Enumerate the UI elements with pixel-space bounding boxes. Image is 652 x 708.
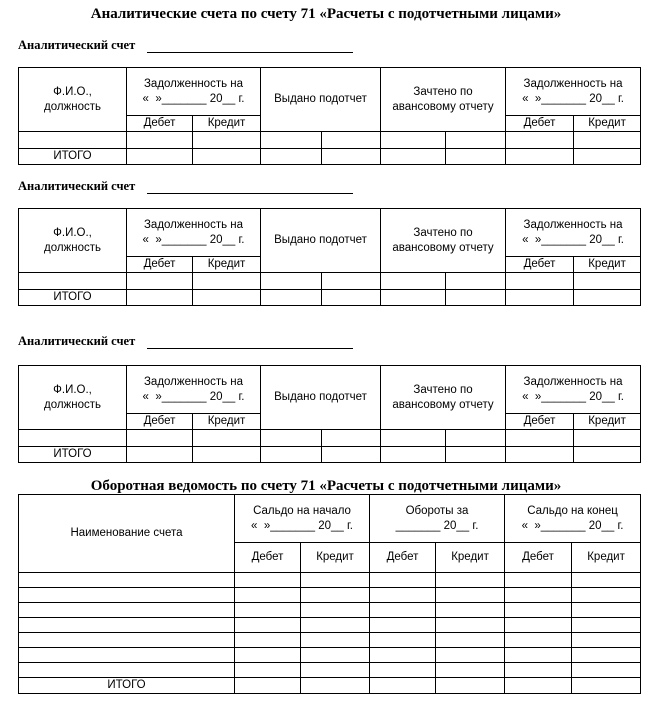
empty-cell: [301, 648, 370, 663]
analytic-account-label: Аналитический счет: [18, 334, 136, 348]
debt-end-debit: Дебет: [506, 257, 574, 273]
col-issued: Выдано подотчет: [261, 366, 381, 430]
empty-cell: [301, 663, 370, 678]
turnover-credit: Кредит: [436, 543, 505, 573]
empty-cell: [436, 663, 505, 678]
analytic-account-label: Аналитический счет: [18, 38, 136, 52]
col-debt-start: Задолженность на « »_______ 20__ г.: [127, 68, 261, 116]
debt-end-credit: Кредит: [574, 257, 641, 273]
turnover-row: [19, 573, 641, 588]
col-turnover: Обороты за _______ 20__ г.: [370, 495, 505, 543]
analytic-account-blank-line: [147, 52, 353, 53]
empty-cell: [19, 588, 235, 603]
empty-cell: [19, 603, 235, 618]
total-cell: [261, 447, 322, 463]
empty-cell: [436, 588, 505, 603]
empty-cell: [574, 273, 641, 290]
empty-cell: [381, 273, 446, 290]
total-cell: [261, 149, 322, 165]
empty-cell: [572, 633, 641, 648]
debt-end-credit: Кредит: [574, 414, 641, 430]
empty-cell: [572, 588, 641, 603]
col-debt-start: Задолженность на « »_______ 20__ г.: [127, 366, 261, 414]
total-cell: [506, 290, 574, 306]
total-cell: [127, 447, 193, 463]
empty-cell: [235, 648, 301, 663]
turnover-total-cell: [301, 678, 370, 694]
total-cell: [574, 149, 641, 165]
empty-cell: [261, 132, 322, 149]
empty-cell: [370, 633, 436, 648]
total-label: ИТОГО: [19, 290, 127, 306]
empty-cell: [574, 132, 641, 149]
empty-cell: [572, 603, 641, 618]
opening-credit: Кредит: [301, 543, 370, 573]
turnover-title: Оборотная ведомость по счету 71 «Расчеты с подотчетными лицами»: [90, 478, 562, 494]
turnover-row: [19, 603, 641, 618]
col-person: Ф.И.О., должность: [19, 68, 127, 132]
debt-start-debit: Дебет: [127, 116, 193, 132]
closing-credit: Кредит: [572, 543, 641, 573]
empty-cell: [572, 663, 641, 678]
col-debt-end: Задолженность на « »_______ 20__ г.: [506, 366, 641, 414]
total-cell: [506, 447, 574, 463]
empty-cell: [301, 633, 370, 648]
total-cell: [322, 290, 381, 306]
empty-cell: [235, 618, 301, 633]
empty-cell: [370, 573, 436, 588]
empty-cell: [505, 633, 572, 648]
empty-cell: [436, 633, 505, 648]
empty-cell: [370, 618, 436, 633]
empty-cell: [19, 663, 235, 678]
col-opening-balance: Сальдо на начало « »_______ 20__ г.: [235, 495, 370, 543]
col-debt-end: Задолженность на « »_______ 20__ г.: [506, 68, 641, 116]
empty-cell: [193, 430, 261, 447]
total-cell: [322, 447, 381, 463]
total-cell: [446, 447, 506, 463]
empty-cell: [505, 573, 572, 588]
empty-cell: [506, 273, 574, 290]
empty-cell: [127, 430, 193, 447]
empty-cell: [370, 603, 436, 618]
turnover-row: [19, 588, 641, 603]
empty-cell: [235, 588, 301, 603]
empty-cell: [261, 430, 322, 447]
total-cell: [574, 447, 641, 463]
empty-cell: [436, 573, 505, 588]
col-account-name: Наименование счета: [19, 495, 235, 573]
analytic-account-blank-line: [147, 193, 353, 194]
turnover-row: [19, 648, 641, 663]
empty-cell: [127, 273, 193, 290]
empty-cell: [446, 430, 506, 447]
col-person: Ф.И.О., должность: [19, 366, 127, 430]
empty-cell: [572, 648, 641, 663]
total-cell: [127, 290, 193, 306]
analytic-table: [18, 67, 641, 165]
total-cell: [127, 149, 193, 165]
empty-cell: [505, 588, 572, 603]
turnover-row: [19, 618, 641, 633]
debt-end-debit: Дебет: [506, 414, 574, 430]
empty-cell: [301, 573, 370, 588]
opening-debit: Дебет: [235, 543, 301, 573]
turnover-debit: Дебет: [370, 543, 436, 573]
total-cell: [381, 447, 446, 463]
empty-cell: [19, 573, 235, 588]
empty-cell: [19, 648, 235, 663]
turnover-total-cell: [572, 678, 641, 694]
empty-cell: [235, 603, 301, 618]
total-cell: [193, 149, 261, 165]
empty-cell: [436, 648, 505, 663]
empty-cell: [572, 618, 641, 633]
debt-end-credit: Кредит: [574, 116, 641, 132]
turnover-total-label: ИТОГО: [19, 678, 235, 694]
empty-cell: [322, 132, 381, 149]
empty-cell: [505, 663, 572, 678]
turnover-row: [19, 633, 641, 648]
debt-start-credit: Кредит: [193, 116, 261, 132]
empty-cell: [436, 618, 505, 633]
empty-cell: [370, 663, 436, 678]
empty-cell: [301, 588, 370, 603]
col-credited: Зачтено по авансовому отчету: [381, 209, 506, 273]
empty-cell: [19, 618, 235, 633]
col-debt-start: Задолженность на « »_______ 20__ г.: [127, 209, 261, 257]
closing-debit: Дебет: [505, 543, 572, 573]
turnover-total-cell: [436, 678, 505, 694]
analytic-table: [18, 365, 641, 463]
debt-start-debit: Дебет: [127, 257, 193, 273]
turnover-total-cell: [370, 678, 436, 694]
empty-cell: [322, 273, 381, 290]
col-closing-balance: Сальдо на конец « »_______ 20__ г.: [505, 495, 641, 543]
empty-cell: [235, 633, 301, 648]
total-cell: [193, 290, 261, 306]
total-cell: [381, 149, 446, 165]
turnover-total-cell: [235, 678, 301, 694]
debt-start-credit: Кредит: [193, 257, 261, 273]
page-title: Аналитические счета по счету 71 «Расчеты с подотчетными лицами»: [90, 6, 562, 22]
total-cell: [381, 290, 446, 306]
total-cell: [446, 290, 506, 306]
empty-cell: [19, 273, 127, 290]
empty-cell: [127, 132, 193, 149]
empty-cell: [446, 273, 506, 290]
total-cell: [261, 290, 322, 306]
empty-cell: [381, 132, 446, 149]
empty-cell: [574, 430, 641, 447]
turnover-total-cell: [505, 678, 572, 694]
empty-cell: [19, 132, 127, 149]
turnover-row: [19, 663, 641, 678]
empty-cell: [505, 618, 572, 633]
total-cell: [506, 149, 574, 165]
empty-cell: [506, 430, 574, 447]
empty-cell: [370, 648, 436, 663]
empty-cell: [261, 273, 322, 290]
empty-cell: [301, 618, 370, 633]
col-person: Ф.И.О., должность: [19, 209, 127, 273]
empty-cell: [436, 603, 505, 618]
debt-start-credit: Кредит: [193, 414, 261, 430]
col-credited: Зачтено по авансовому отчету: [381, 68, 506, 132]
col-issued: Выдано подотчет: [261, 68, 381, 132]
total-label: ИТОГО: [19, 447, 127, 463]
col-credited: Зачтено по авансовому отчету: [381, 366, 506, 430]
empty-cell: [381, 430, 446, 447]
empty-cell: [322, 430, 381, 447]
col-issued: Выдано подотчет: [261, 209, 381, 273]
total-cell: [322, 149, 381, 165]
empty-cell: [505, 603, 572, 618]
empty-cell: [193, 273, 261, 290]
empty-cell: [19, 430, 127, 447]
turnover-table: [18, 494, 641, 694]
total-cell: [193, 447, 261, 463]
analytic-table: [18, 208, 641, 306]
empty-cell: [505, 648, 572, 663]
total-cell: [574, 290, 641, 306]
empty-cell: [572, 573, 641, 588]
empty-cell: [193, 132, 261, 149]
empty-cell: [235, 663, 301, 678]
empty-cell: [370, 588, 436, 603]
debt-end-debit: Дебет: [506, 116, 574, 132]
total-cell: [446, 149, 506, 165]
total-label: ИТОГО: [19, 149, 127, 165]
empty-cell: [235, 573, 301, 588]
empty-cell: [446, 132, 506, 149]
col-debt-end: Задолженность на « »_______ 20__ г.: [506, 209, 641, 257]
debt-start-debit: Дебет: [127, 414, 193, 430]
analytic-account-label: Аналитический счет: [18, 179, 136, 193]
empty-cell: [301, 603, 370, 618]
empty-cell: [506, 132, 574, 149]
analytic-account-blank-line: [147, 348, 353, 349]
empty-cell: [19, 633, 235, 648]
